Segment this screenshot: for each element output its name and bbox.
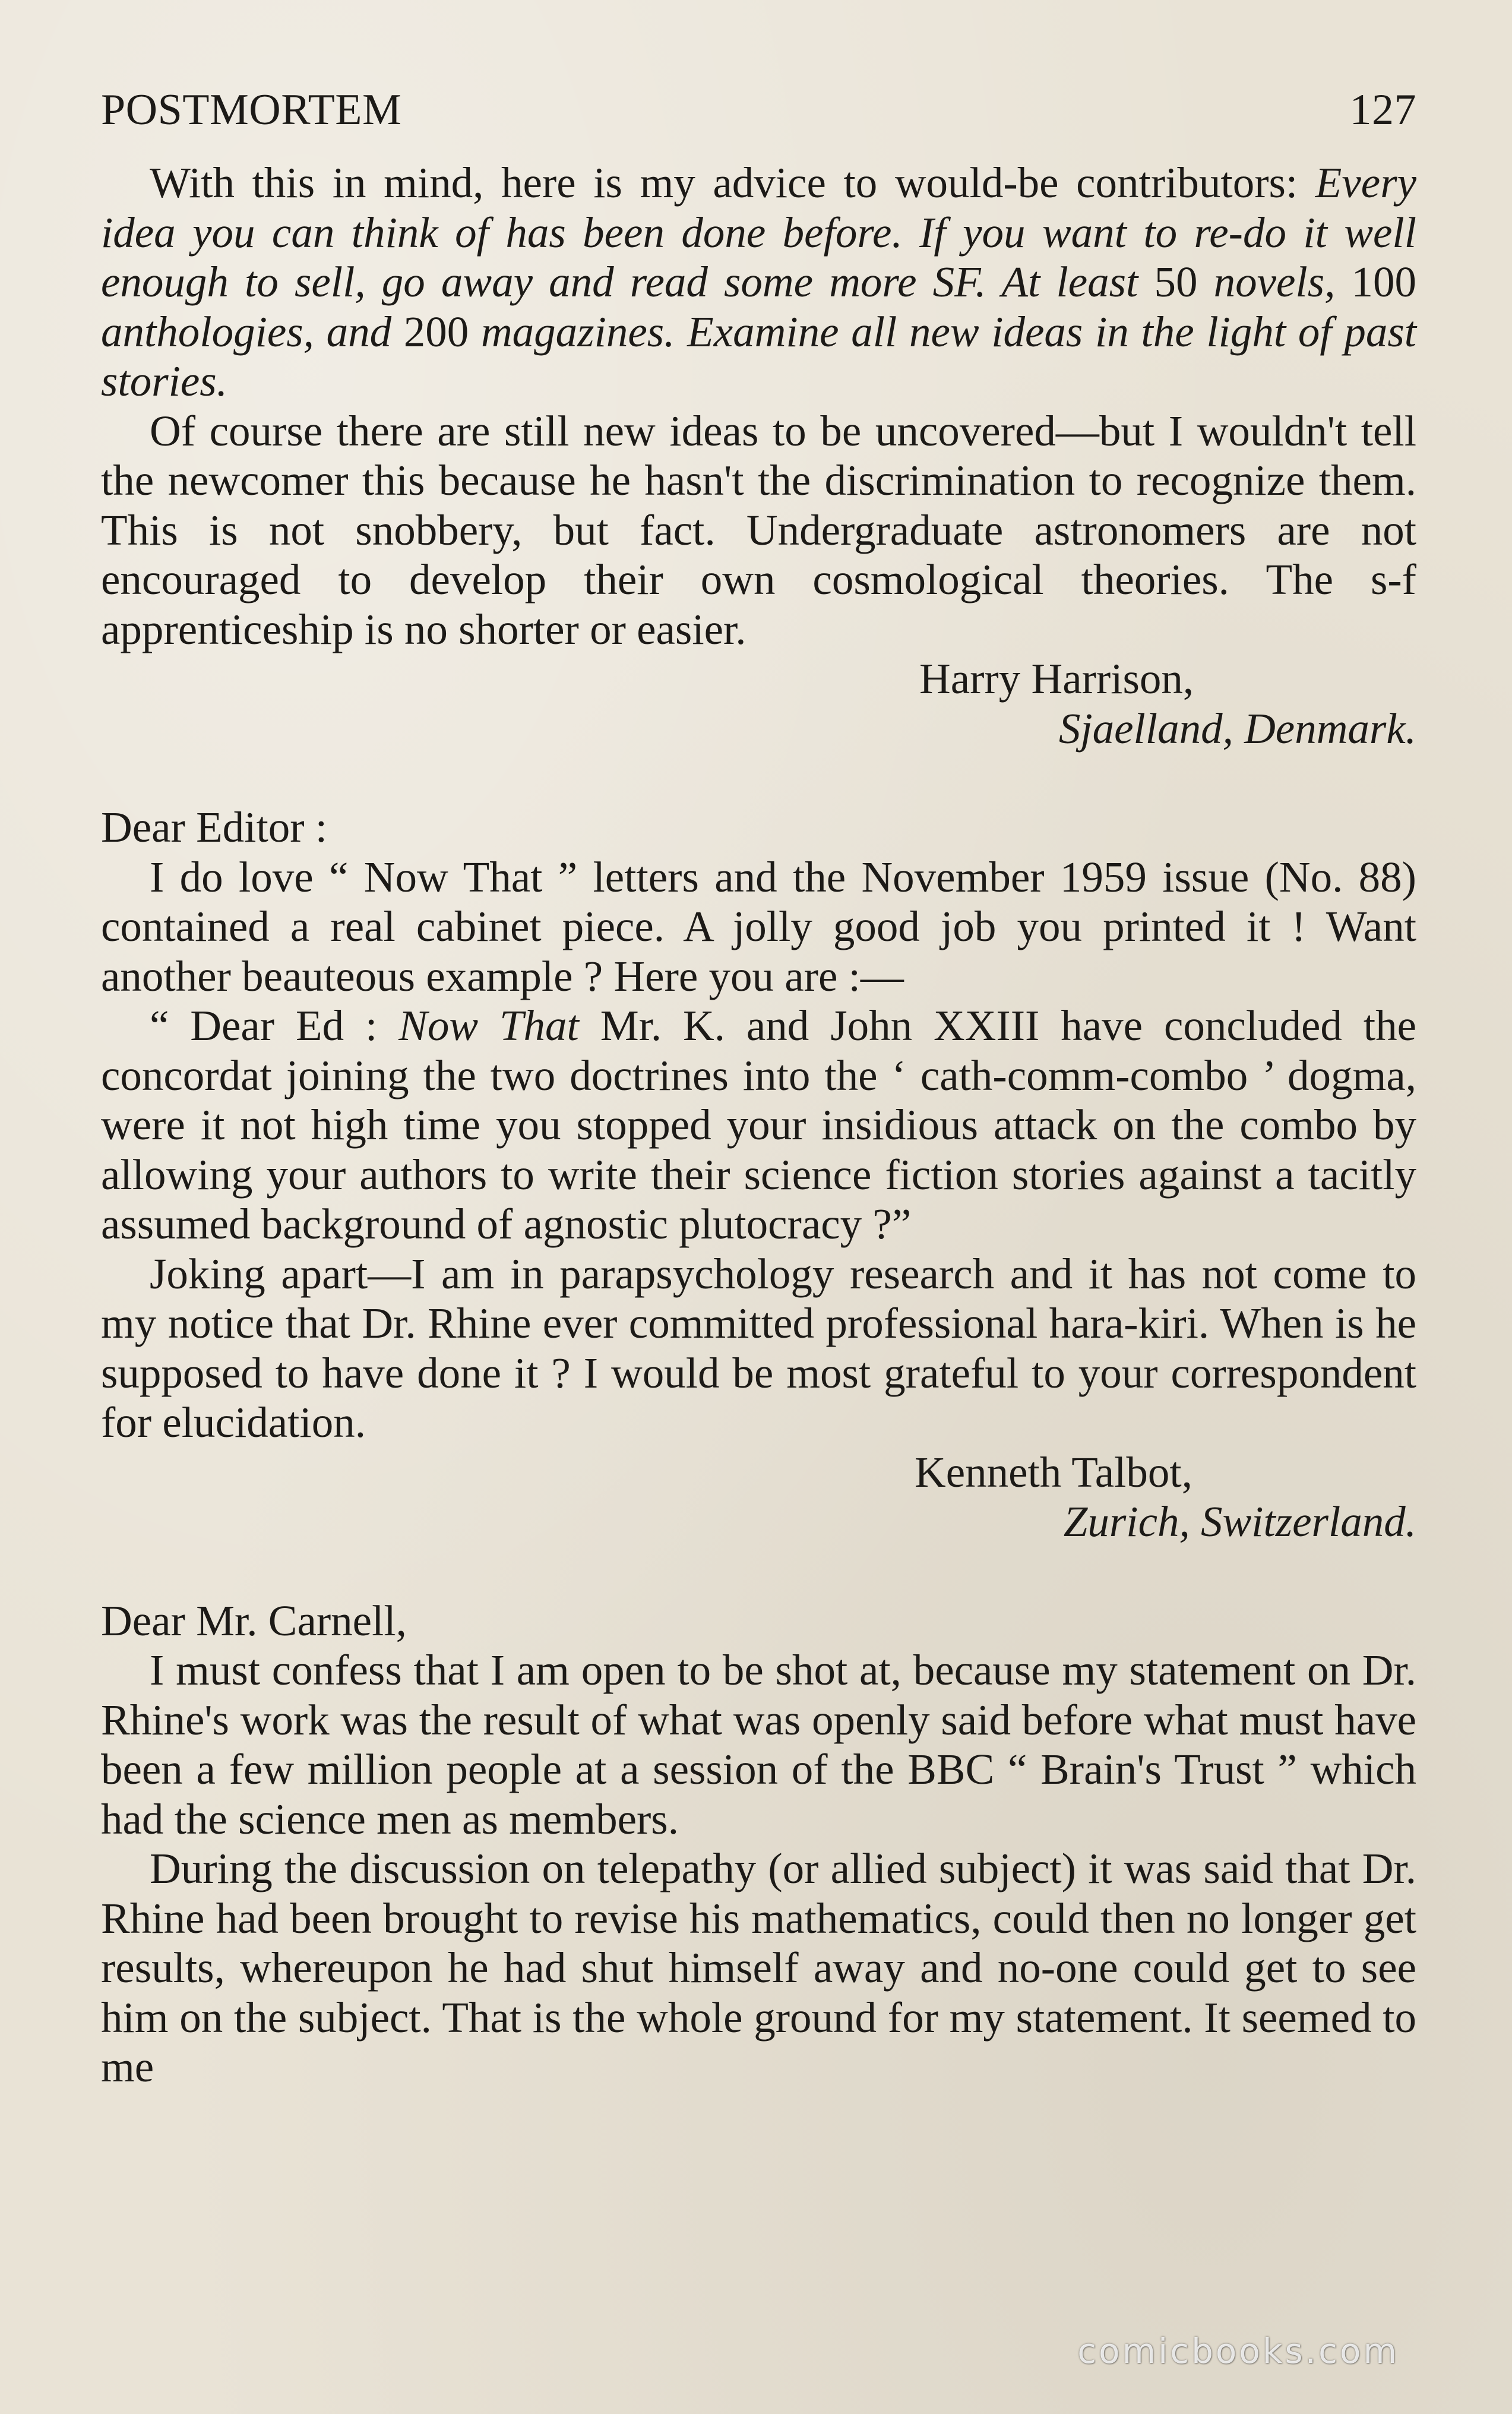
letter-talbot-paragraph-3: Joking apart—I am in parapsychology research and it has not come to my notice that Dr. Rhine ever committed professional hara-kiri. When is he supposed to have done it ? I would be most grateful to your correspondent for elucidation. bbox=[101, 1249, 1416, 1446]
letter-harrison-paragraph-1: With this in mind, here is my advice to would-be contributors: Every idea you can think of has been done before. If you want to re-do it well enough to sell, go away and read some more SF. At least 50 novels, 100 anthologies, and 200 magazines. Examine all new ideas in the light of past stories. bbox=[101, 159, 1417, 405]
letter-carnell-salutation: Dear Mr. Carnell, bbox=[101, 1596, 407, 1645]
signature-name: Harry Harrison, bbox=[919, 655, 1194, 703]
letter-harrison-paragraph-2: Of course there are still new ideas to be uncovered—but I wouldn't tell the newcomer this because he hasn't the discrimination to recognize them. This is not snobbery, but fact. Undergraduate astronomers are not encouraged to develop their own cosmological theories. The s-f apprenticeship is no shorter or easier. bbox=[101, 406, 1416, 653]
letter-talbot-salutation: Dear Editor : bbox=[101, 803, 328, 851]
book-page bbox=[101, 83, 1416, 2376]
letter-carnell-paragraph-1: I must confess that I am open to be shot at, because my statement on Dr. Rhine's work was the result of what was openly said before what must have been a few million people at a session of the BBC “ Brain's Trust ” which had the science men as members. bbox=[101, 1646, 1416, 1843]
running-head bbox=[101, 83, 1416, 137]
letter-harrison-signature bbox=[101, 654, 1416, 753]
letter-carnell-paragraph-2: During the discussion on telepathy (or allied subject) it was said that Dr. Rhine had been brought to revise his mathematics, could then no longer get results, whereupon he had shut himself away and no-one could get to see him on the subject. That is the whole ground for my statement. It seemed to me bbox=[101, 1844, 1416, 2091]
letters-column bbox=[101, 158, 1416, 2092]
letter-carnell bbox=[101, 1596, 1416, 2092]
running-title: POSTMORTEM bbox=[101, 86, 402, 134]
letter-talbot-signature bbox=[101, 1448, 1416, 1547]
letter-talbot-paragraph-1: I do love “ Now That ” letters and the November 1959 issue (No. 88) contained a real cabinet piece. A jolly good job you printed it ! Want another beauteous example ? Here you are :— bbox=[101, 852, 1416, 1000]
letter-separator bbox=[101, 753, 1416, 802]
letter-separator bbox=[101, 1547, 1416, 1596]
page-number: 127 bbox=[1349, 86, 1416, 134]
letter-harrison bbox=[101, 158, 1416, 753]
signature-name: Kenneth Talbot, bbox=[915, 1448, 1192, 1496]
letter-talbot bbox=[101, 802, 1416, 1547]
letter-talbot-quoted-letter: “ Dear Ed : Now That Mr. K. and John XXIII have concluded the concordat joining the two doctrines into the ‘ cath-comm-combo ’ dogma, were it not high time you stopped your insidious attack on the combo by allowing your authors to write their science fiction stories against a tacitly assumed background of agnostic plutocracy ?” bbox=[101, 1001, 1416, 1248]
signature-place: Sjaelland, Denmark. bbox=[1058, 704, 1416, 753]
signature-place: Zurich, Switzerland. bbox=[1063, 1497, 1416, 1546]
watermark-logo: comicbooks.com bbox=[1077, 2331, 1399, 2371]
